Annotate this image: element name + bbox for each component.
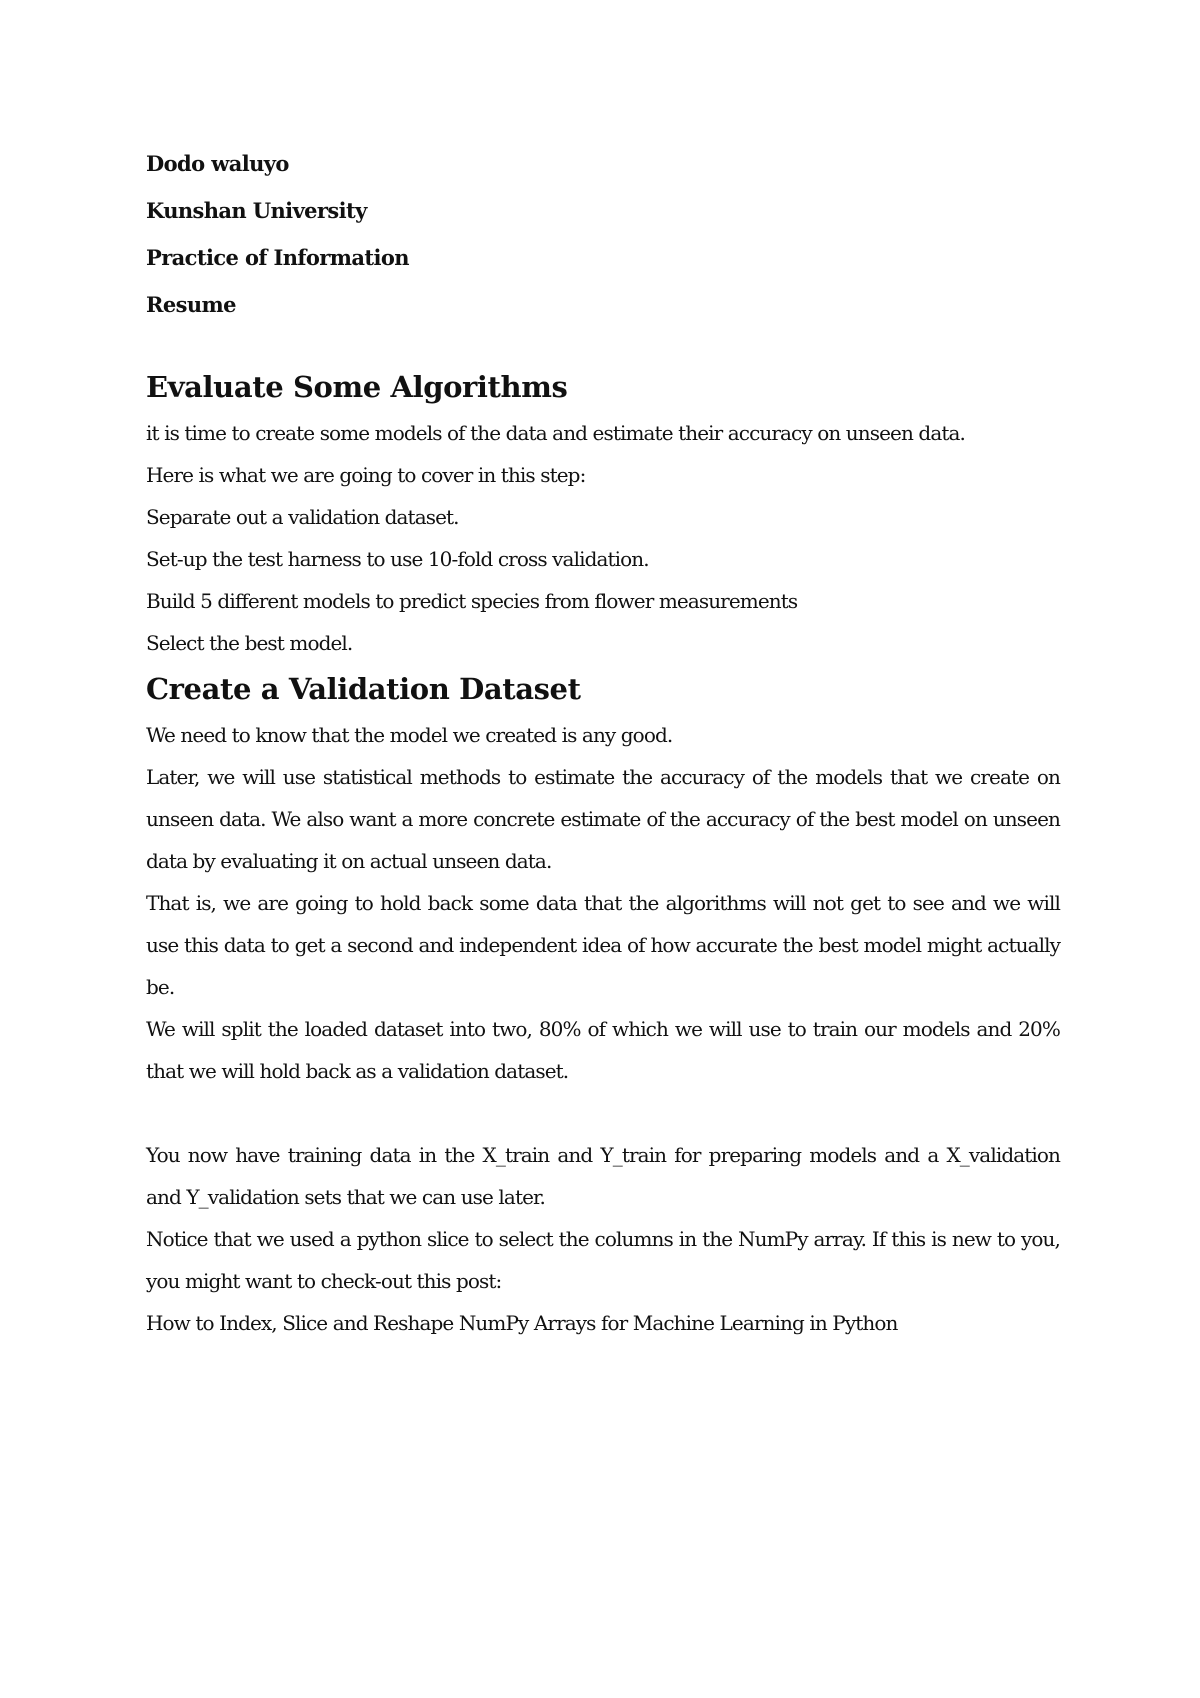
section-validation-dataset — [146, 670, 1060, 1344]
document-type: Resume — [146, 292, 236, 317]
document-body — [146, 140, 1060, 1344]
paragraph: Later, we will use statistical methods to estimate the accuracy of the models that we create on unseen data. We also want a more concrete estimate of the accuracy of the best model on unseen data by evaluating it on actual unseen data. — [146, 765, 1060, 873]
section-heading: Evaluate Some Algorithms — [146, 370, 568, 404]
course-name: Practice of Information — [146, 245, 409, 270]
paragraph: We need to know that the model we created is any good. — [146, 723, 673, 747]
university-name: Kunshan University — [146, 198, 367, 223]
list-item: Build 5 different models to predict species from flower measurements — [146, 589, 798, 613]
section-evaluate-algorithms — [146, 368, 1060, 664]
header-block — [146, 140, 1060, 328]
paragraph: it is time to create some models of the data and estimate their accuracy on unseen data. — [146, 421, 965, 445]
blank-line — [146, 1092, 1060, 1134]
list-item: Set-up the test harness to use 10-fold cross validation. — [146, 547, 649, 571]
paragraph: That is, we are going to hold back some data that the algorithms will not get to see and we will use this data to get a second and independent idea of how accurate the best model might actually be. — [146, 891, 1060, 999]
paragraph: Here is what we are going to cover in this step: — [146, 463, 586, 487]
post-title-link-text: How to Index, Slice and Reshape NumPy Arrays for Machine Learning in Python — [146, 1311, 898, 1335]
list-item: Separate out a validation dataset. — [146, 505, 459, 529]
paragraph: We will split the loaded dataset into two, 80% of which we will use to train our models and 20% that we will hold back as a validation dataset. — [146, 1017, 1060, 1083]
list-item: Select the best model. — [146, 631, 353, 655]
paragraph: Notice that we used a python slice to select the columns in the NumPy array. If this is new to you, you might want to check-out this post: — [146, 1227, 1060, 1293]
section-heading: Create a Validation Dataset — [146, 672, 581, 706]
paragraph: You now have training data in the X_train and Y_train for preparing models and a X_validation and Y_validation sets that we can use later. — [146, 1143, 1060, 1209]
author-name: Dodo waluyo — [146, 151, 289, 176]
